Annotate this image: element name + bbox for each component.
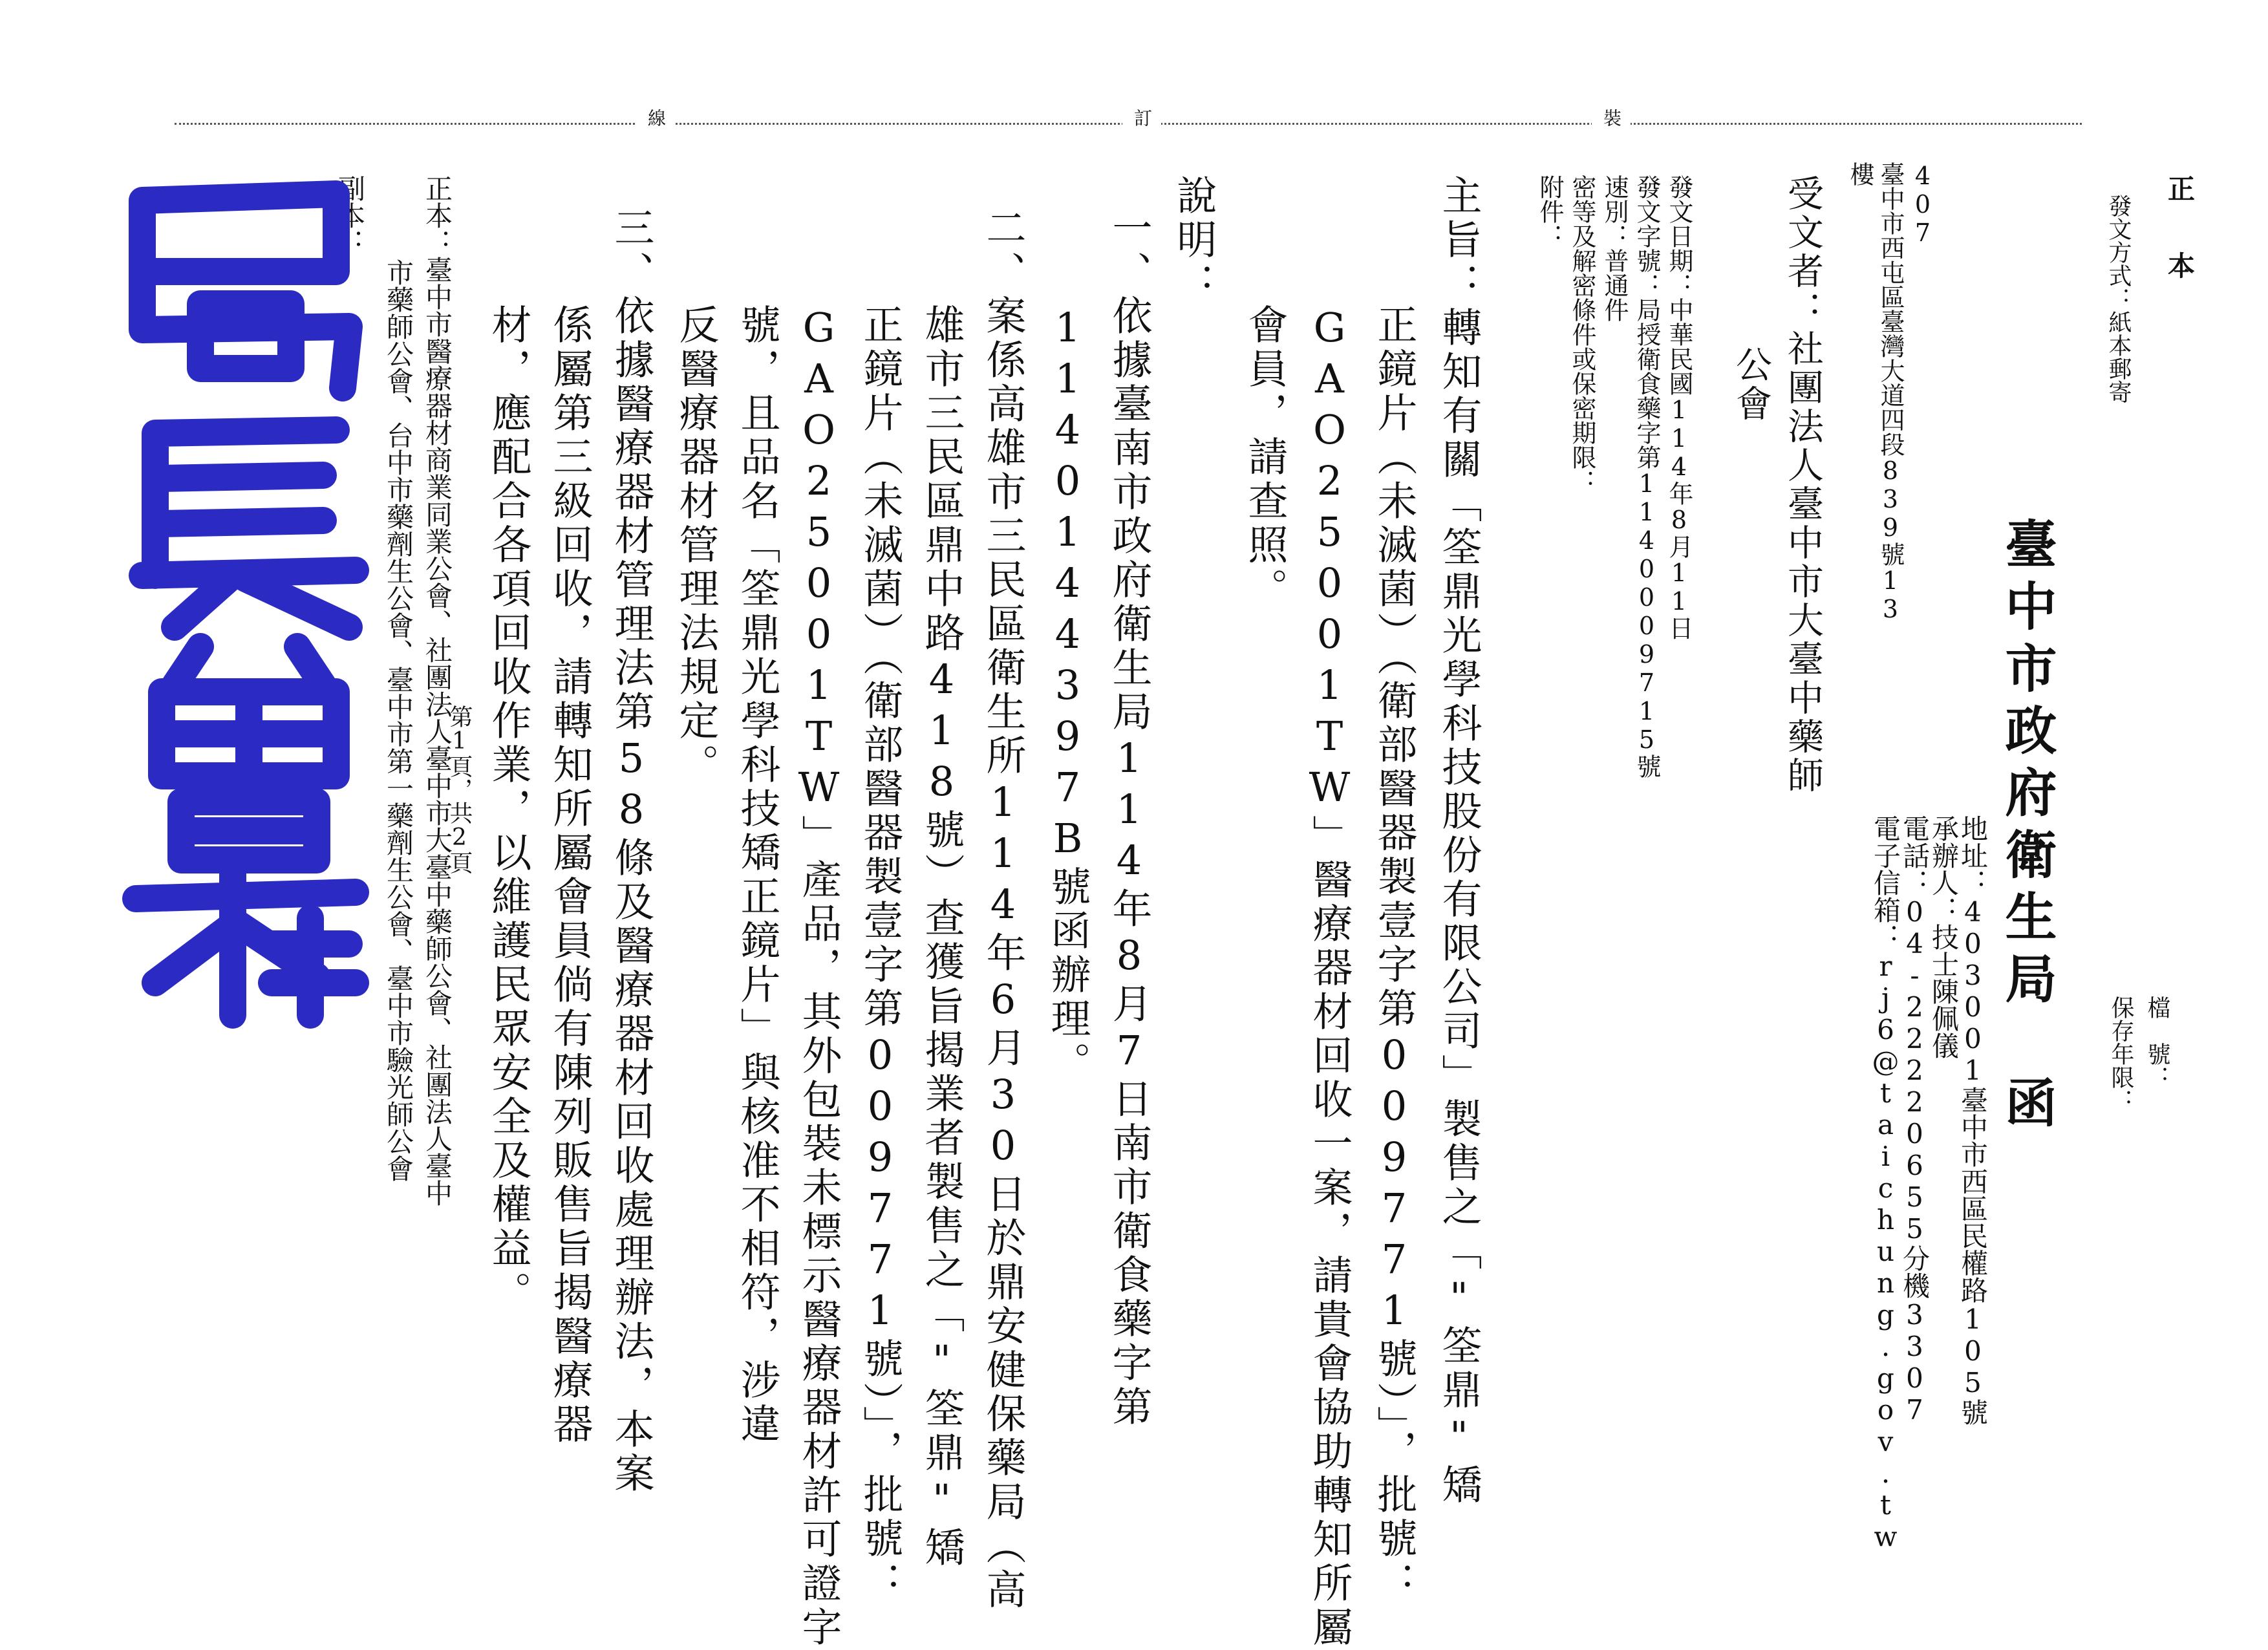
original-recipients-line2: 市藥師公會、台中市藥劑生公會、臺中市第一藥劑生公會、臺中市驗光師公會 (383, 259, 414, 1182)
document-number: 發文字號：局授衛食藥字第1140009715號 (1632, 175, 1661, 778)
explanation-label: 說明： (1170, 175, 1217, 306)
copy-type-label: 正 本 (2164, 175, 2196, 288)
page-number: 第1頁，共2頁 (446, 705, 473, 874)
issue-date: 發文日期：中華民國114年8月11日 (1665, 175, 1693, 640)
dispatch-method: 發文方式：紙本郵寄 (2105, 194, 2132, 403)
explanation-item1-line1: 一、依據臺南市政府衛生局114年8月7日南市衛食藥字第 (1106, 207, 1153, 1430)
subject-line2: 正鏡片（未滅菌）（衛部醫器製壹字第009771號）」，批號： (1371, 304, 1418, 1605)
copy-recipients-label: 副本： (334, 175, 366, 256)
delivery-speed: 速別：普通件 (1600, 175, 1629, 322)
director-signature-stamp (103, 175, 388, 1034)
binding-label-seal: 裝 (1592, 109, 1631, 127)
binding-label-bind: 訂 (1122, 109, 1161, 127)
sender-email: 電子信箱：rj6@taichung.gov.tw (1870, 815, 1901, 1552)
explanation-item2-line2: 雄市三民區鼎中路418號）查獲旨揭業者製售之「"筌鼎"矯 (918, 304, 965, 1570)
original-recipients-line1: 正本：臺中市醫療器材商業同業公會、社團法人臺中市大臺中藥師公會、社團法人臺中 (422, 175, 453, 1206)
sender-address: 地址：403001臺中市西區民權路105號 (1957, 815, 1989, 1426)
subject-line1: 主旨：轉知有關「筌鼎光學科技股份有限公司」製售之「"筌鼎"矯 (1435, 175, 1482, 1508)
recipient-address-line2: 樓 (1846, 162, 1874, 186)
explanation-item2-line3: 正鏡片（未滅菌）（衛部醫器製壹字第009771號）」，批號： (857, 304, 904, 1605)
attachment-label: 附件： (1535, 175, 1564, 248)
binding-label-line: 線 (636, 109, 675, 127)
explanation-item3-line3: 材，應配合各項回收作業，以維護民眾安全及權益。 (485, 304, 532, 1315)
secrecy-level: 密等及解密條件或保密期限： (1568, 175, 1596, 494)
subject-line4: 會員，請查照。 (1241, 304, 1289, 612)
explanation-item3-line1: 三、依據醫療器材管理法第58條及醫療器材回收處理辦法，本案 (608, 207, 655, 1496)
explanation-item2-line5: 號，且品名「筌鼎光學科技矯正鏡片」與核准不相符，涉違 (734, 304, 781, 1447)
sender-phone: 電話：04-22220655分機3307 (1899, 815, 1931, 1426)
explanation-item3-line2: 係屬第三級回收，請轉知所屬會員倘有陳列販售旨揭醫療器 (546, 304, 594, 1447)
explanation-item2-line4: GAO25001TW」產品，其外包裝未標示醫療器材許可證字 (795, 304, 842, 1650)
explanation-item2-line1: 二、案係高雄市三民區衛生所114年6月30日於鼎安健保藥局（高 (979, 207, 1027, 1612)
recipient-line1: 受文者：社團法人臺中市大臺中藥師 (1782, 175, 1824, 795)
recipient-address-line1: 臺中市西屯區臺灣大道四段839號13 (1876, 162, 1905, 623)
explanation-item2-line6: 反醫療器材管理法規定。 (672, 304, 720, 788)
explanation-item1-line2: 1140144397B號函辦理。 (1044, 304, 1091, 1086)
sender-contact-person: 承辦人：技士陳佩儀 (1928, 815, 1960, 1059)
document-title: 臺中市政府衛生局 函 (1996, 517, 2057, 1138)
file-number-label: 檔 號： (2144, 996, 2170, 1089)
recipient-zip-code: 407 (1909, 162, 1937, 247)
retention-period-label: 保存年限： (2108, 996, 2134, 1112)
recipient-line2: 公會 (1730, 346, 1772, 423)
subject-line3: GAO25001TW」醫療器材回收一案，請貴會協助轉知所屬 (1306, 304, 1353, 1650)
